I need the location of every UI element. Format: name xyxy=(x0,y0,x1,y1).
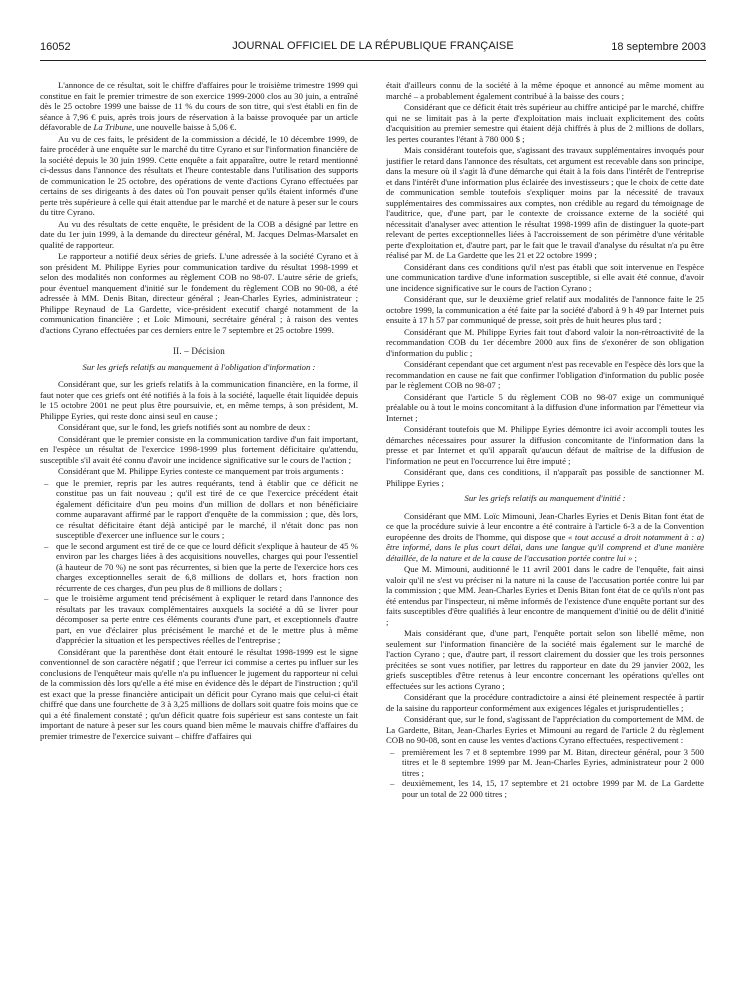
page-number: 16052 xyxy=(40,41,71,53)
list-item: – que le second argument est tiré de ce que ce lourd déficit s'explique à hauteur de 45 % environ par les charges liées à des acquisitions nouvelles, charges qui pour l'essentiel (à hauteur de 70 %) ne sont pas récurrentes, si bien que la perte de l'exercice hors ces charges exceptionnelles serait de 6,8 millions de dollars et, hors fraction non récurrente de ces charges, d'un peu plus de 8 millions de dollars ; xyxy=(40,541,358,594)
paragraph: Au vu des résultats de cette enquête, le président de la COB a désigné par lettre en date du 1er juin 1999, à la demande du directeur général, M. Jacques Delmas-Marsalet en qualité de rapporteur. xyxy=(40,218,358,250)
quotation: « tout accusé a droit notamment à : a) être informé, dans le plus court délai, dans une langue qu'il comprend et d'une manière détaillée, de la nature et de la cause de l'accusation portée contre lui » xyxy=(386,531,704,563)
paragraph: Considérant que le premier consiste en la communication tardive d'un fait important, en l'espèce un résultat de l'exercice 1998-1999 plus fortement déficitaire qu'attendu, susceptible s'il avait été connu d'avoir une incidence significative sur le cours de l'action ; xyxy=(40,433,358,465)
list-item: – que le premier, repris par les autres requérants, tend à établir que ce déficit ne constitue pas un fait nouveau ; qu'il est tiré de ce que l'exercice précédent était également déficitaire d'un peu moins d'un million de dollars et non bénéficiaire comme auparavant affirmé par le rapport d'enquête de la commission ; que, dès lors, ce résultat déficitaire étant déjà anticipé par le marché, il n'était donc pas non susceptible d'exercer une influence sur le cours ; xyxy=(40,478,358,541)
paragraph: Considérant cependant que cet argument n'est pas recevable en l'espèce dès lors que la recommandation en cause ne fait que confirmer l'obligation d'information du public posée par le règlement COB no 98-07 ; xyxy=(386,359,704,390)
journal-title: JOURNAL OFFICIEL DE LA RÉPUBLIQUE FRANÇAISE xyxy=(232,40,514,52)
paragraph: Considérant que la parenthèse dont était entouré le résultat 1998-1999 est le signe conventionnel de son caractère négatif ; que l'erreur ici commise a certes pu influer sur les conclusions de l'enquêteur mais qu'elle n'a pu influencer le jugement du rapporteur ni celui de la commission dès lors qu'elle a été mise en évidence dès le départ de l'instruction ; qu'il est exact que la presse financière anticipait un déficit pour Cyrano mais que celui-ci était chiffré que dans une fourchette de 3 à 3,25 millions de dollars soit quatre fois moins que ce qui a été finalement constaté ; qu'un déficit quatre fois supérieur est sans conteste un fait important de nature à peser sur les cours quand bien même le mauvais chiffre d'affaires du premier trimestre de l'exercice suivant – chiffre d'affaires qui xyxy=(40,646,358,741)
paragraph: Considérant que, sur les griefs relatifs à la communication financière, en la forme, il faut noter que ces griefs ont été notifiés à la fois à la société, laquelle était liquidée depuis le 15 octobre 2001 ne peut plus être poursuivie, et, en même temps, à son président, M. Philippe Eyries, qui reste donc ainsi seul en cause ; xyxy=(40,379,358,421)
paragraph: Le rapporteur a notifié deux séries de griefs. L'une adressée à la société Cyrano et à son président M. Philippe Eyries pour communication tardive du résultat 1998-1999 et selon des modalités non conformes au règlement COB no 98-07. L'autre série de griefs, pour éventuel manquement d'initié sur le fondement du règlement COB no 90-08, a été adressée à MM. Denis Bitan, directeur général ; Jean-Charles Eyries, administrateur ; Philippe Reynaud de La Gardette, vice-président executif chargé notamment de la communication financière ; et Loïc Mimouni, secrétaire général ; à raison des ventes d'actions Cyrano effectuées par ces derniers entre le 7 septembre et 25 octobre 1999. xyxy=(40,251,358,335)
list-item: – premièrement les 7 et 8 septembre 1999 par M. Bitan, directeur général, pour 3 500 titres et le 8 septembre 1999 par M. Jean-Charles Eyries, administrateur pour 2 000 titres ; xyxy=(386,747,704,779)
paragraph: Mais considérant toutefois que, s'agissant des travaux supplémentaires invoqués pour justifier le retard dans l'annonce des résultats, cet argument est recevable dans son principe, dans la mesure où il s'agit là d'une démarche qui était à la fois dans l'intérêt de l'entreprise et dans l'intérêt d'une information plus éclairée des investisseurs ; que le choix de cette date de communication semble toutefois s'expliquer moins par la nécessité de travaux supplémentaires des commissaires aux comptes, non crédible au regard du témoignage de l'auditrice, que, d'une part, par le contexte de croissance externe de la société qui nécessitait d'analyser avec attention le résultat 1998-1999 afin de distinguer la quote-part relevant de pertes exceptionnelles liées à l'accroissement de son périmètre d'une véritable perte d'exploitation et, d'autre part, par le fait que le travail d'analyse du résultat n'a pu être réalisé par M. de La Gardette que les 21 et 22 octobre 1999 ; xyxy=(386,145,704,260)
text-run: ; xyxy=(632,552,637,563)
paragraph: Considérant que, sur le fond, s'agissant de l'appréciation du comportement de MM. de La Gardette, Bitan, Jean-Charles Eyries et Mimouni au regard de l'article 2 du règlement COB no 90-08, sont en cause les ventes d'actions Cyrano effectuées, respectivement : xyxy=(386,714,704,745)
paragraph: Considérant que M. Philippe Eyries fait tout d'abord valoir la non-rétroactivité de la recommandation COB du 1er décembre 2000 aux fins de s'exonérer de son obligation d'information du public ; xyxy=(386,326,704,358)
list-item: – deuxièmement, les 14, 15, 17 septembre et 21 octobre 1999 par M. de La Gardette pour un total de 22 000 titres ; xyxy=(386,778,704,799)
argument-list xyxy=(40,478,358,646)
paragraph: Que M. Mimouni, auditionné le 11 avril 2001 dans le cadre de l'enquête, fait ainsi valoir qu'il ne s'est vu préciser ni la nature ni la cause de l'accusation portée contre lui par la commission ; que MM. Jean-Charles Eyries et Denis Bitan font état de ce qu'ils n'ont pas été entendus par l'inspecteur, ni même informés de l'existence d'une enquête portant sur des faits susceptibles d'être qualifiés à leur encontre de manquement d'initié ou de délit d'initié ; xyxy=(386,564,704,627)
paragraph: Considérant que la procédure contradictoire a ainsi été pleinement respectée à partir de la saisine du rapporteur conformément aux exigences légales et jurisprudentielles ; xyxy=(386,692,704,713)
paragraph xyxy=(40,80,358,133)
paragraph: Considérant que, sur le fond, les griefs notifiés sont au nombre de deux : xyxy=(58,422,311,432)
section-title: II. – Décision xyxy=(172,346,226,356)
left-column xyxy=(40,80,358,980)
header-rule xyxy=(40,60,706,61)
text-run: L'annonce de ce résultat, soit le chiffre d'affaires pour le troisième trimestre 1999 qui constitue en fait le premier trimestre de son exercice 1999-2000 clos au 30 juin, a entraîné dès le 25 octobre 1999 une baisse de 11 % du cours de son titre, qui s'est établi en fin de séance à 7,96 € puis, après trois jours de réservation à la baisse provoquée par un article défavorable de xyxy=(40,80,358,132)
paragraph: Mais considérant que, d'une part, l'enquête portait selon son libellé même, non seulement sur l'information financière de la société mais également sur le marché de l'action Cyrano ; que, d'autre part, il ressort clairement du dossier que les trois personnes précitées se sont vues notifier, par lettres du rapporteur en date du 29 janvier 2002, les griefs susceptibles d'être retenus à leur encontre concernant les opérations qu'elles ont effectuées sur les actions Cyrano ; xyxy=(386,628,704,691)
paragraph: Considérant que M. Philippe Eyries conteste ce manquement par trois arguments : xyxy=(58,466,344,476)
newspaper-title: La Tribune xyxy=(93,122,132,132)
text-run: Considérant que MM. Loïc Mimouni, Jean-Charles Eyries et Denis Bitan font état de ce que la procédure suivie à leur encontre a été contraire à l'article 6-3 a de la Convention européenne des droits de l'homme, qui dispose que xyxy=(386,510,704,542)
text-run: , une nouvelle baisse à 5,06 €. xyxy=(131,122,237,132)
paragraph: Considérant que ce déficit était très supérieur au chiffre anticipé par le marché, chiffre qui ne se limitait pas à la perte d'exploitation mais incluait explicitement des coûts d'acquisition au premier semestre qui étaient déjà chiffrés à plus de 2 millions de dollars, les pertes courantes l'étant à 780 000 $ ; xyxy=(386,102,704,144)
paragraph xyxy=(386,511,704,564)
paragraph: Considérant que, dans ces conditions, il n'apparaît pas possible de sanctionner M. Philippe Eyries ; xyxy=(386,467,704,488)
paragraph: était d'ailleurs connu de la société à la même époque et annoncé au même moment au marché – a probablement également contribué à la baisse des cours ; xyxy=(386,80,704,101)
paragraph: Considérant que, sur le deuxième grief relatif aux modalités de l'annonce faite le 25 octobre 1999, la communication a été faite par la société d'abord à 9 h 49 par Internet puis ensuite à 17 h 57 par communiqué de presse, soit près de huit heures plus tard ; xyxy=(386,294,704,325)
sales-list xyxy=(386,747,704,800)
list-item: – que le troisième argument tend précisément à expliquer le retard dans l'annonce des résultats par les travaux complémentaires auxquels la société a dû se livrer pour décomposer sa perte entre ces éléments courants d'une part, et exceptionnels d'autre part, en vue d'éclairer plus précisément le marché et de le mettre plus à même d'apprécier la situation et les perspectives réelles de l'entreprise ; xyxy=(40,593,358,646)
paragraph: Considérant que l'article 5 du règlement COB no 98-07 exige un communiqué préalable ou à tout le moins concomitant à la diffusion d'une information par l'émetteur via Internet ; xyxy=(386,391,704,423)
paragraph: Au vu de ces faits, le président de la commission a décidé, le 10 décembre 1999, de faire procéder à une enquête sur le marché du titre Cyrano et sur l'information financière de la société depuis le 30 juin 1999. Cette enquête a fait apparaître, outre le retard mentionné ci-dessus dans l'annonce des résultats et l'heure contestable dans l'utilisation des supports de communication le 25 octobre, des opérations de vente d'actions Cyrano effectuées par certains de ses dirigeants à des dates où l'on pouvait penser qu'ils étaient informés d'une perte très supérieure à celle qui était attendue par le marché et de nature à peser sur le cours du titre Cyrano. xyxy=(40,133,358,217)
paragraph: Considérant dans ces conditions qu'il n'est pas établi que soit intervenue en l'espèce une communication tardive d'une information susceptible, si elle avait été connue, d'avoir une incidence significative sur le cours de l'action Cyrano ; xyxy=(386,261,704,293)
subheading: Sur les griefs relatifs au manquement d'initié : xyxy=(464,493,626,503)
subheading: Sur les griefs relatifs au manquement à l'obligation d'information : xyxy=(82,361,316,372)
paragraph: Considérant toutefois que M. Philippe Eyries démontre ici avoir accompli toutes les démarches nécessaires pour assurer la diffusion concomitante de l'information dans la presse et par Internet et qu'il apparaît qu'aucun défaut de maîtrise de la diffusion de l'information ne peut en l'occurrence lui être imputé ; xyxy=(386,424,704,466)
right-column xyxy=(386,80,704,980)
page-header xyxy=(40,40,706,56)
publication-date: 18 septembre 2003 xyxy=(611,41,706,53)
